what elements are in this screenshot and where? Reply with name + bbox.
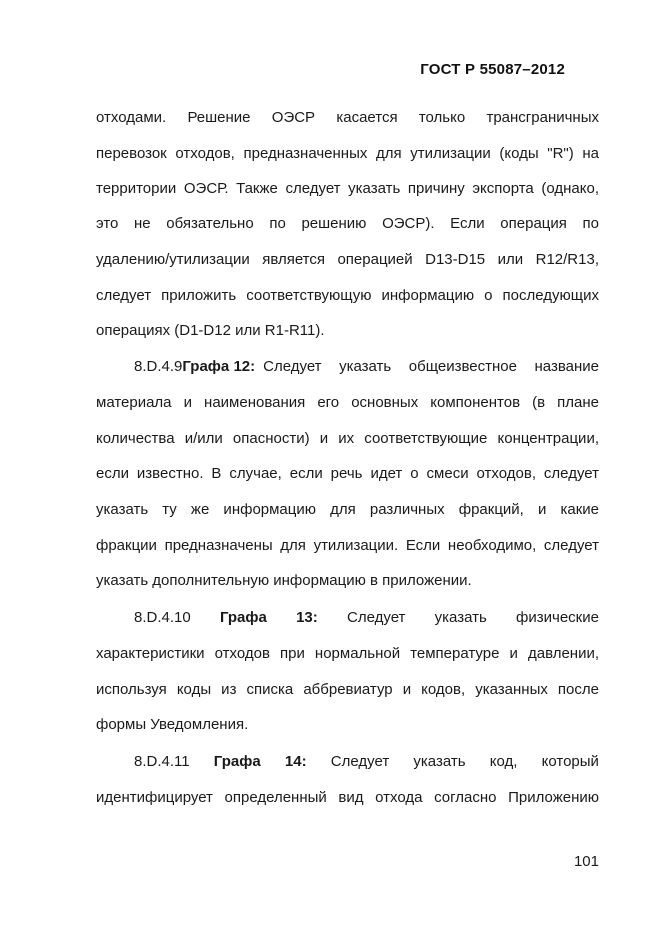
section-heading-number: 14: bbox=[284, 753, 307, 770]
text-line: материала и наименования его основных компонентов (в плане bbox=[96, 394, 599, 411]
text-line: фракции предназначены для утилизации. Если необходимо, следует bbox=[96, 537, 599, 554]
section-first-line-text: Следует указать общеизвестное название bbox=[263, 358, 599, 375]
section-heading-number: 13: bbox=[296, 609, 318, 626]
text-line: указать дополнительную информацию в приложении. bbox=[96, 572, 472, 589]
word: Следует bbox=[347, 609, 406, 626]
word: указать bbox=[413, 753, 466, 770]
section-number: 8.D.4.10 bbox=[134, 609, 191, 626]
page-number: 101 bbox=[573, 853, 599, 870]
word: физические bbox=[516, 609, 599, 626]
text-line: используя коды из списка аббревиатур и кодов, указанных после bbox=[96, 681, 599, 698]
text-line: характеристики отходов при нормальной температуре и давлении, bbox=[96, 645, 599, 662]
word: Следует bbox=[330, 753, 390, 770]
word: код, bbox=[489, 753, 518, 770]
text-line: если известно. В случае, если речь идет о смеси отходов, следует bbox=[96, 465, 599, 482]
word: который bbox=[541, 753, 599, 770]
section-8d410-first-line bbox=[134, 608, 599, 628]
text-line: перевозок отходов, предназначенных для утилизации (коды "R") на bbox=[96, 145, 599, 162]
section-heading: Графа 12: bbox=[182, 358, 256, 375]
text-line: это не обязательно по решению ОЭСР). Если операция по bbox=[96, 215, 599, 232]
text-line: удалению/утилизации является операцией D13-D15 или R12/R13, bbox=[96, 251, 599, 268]
section-8d411-first-line bbox=[134, 752, 599, 772]
text-line: операциях (D1-D12 или R1-R11). bbox=[96, 322, 325, 339]
section-number: 8.D.4.11 bbox=[134, 753, 190, 770]
section-heading-word: Графа bbox=[213, 753, 261, 770]
text-line: территории ОЭСР. Также следует указать причину экспорта (однако, bbox=[96, 180, 599, 197]
word: указать bbox=[434, 609, 487, 626]
text-line: количества и/или опасности) и их соответствующие концентрации, bbox=[96, 430, 599, 447]
text-line: следует приложить соответствующую информацию о последующих bbox=[96, 287, 599, 304]
text-line: отходами. Решение ОЭСР касается только трансграничных bbox=[96, 109, 599, 126]
section-number: 8.D.4.9 bbox=[134, 358, 183, 375]
text-line: формы Уведомления. bbox=[96, 716, 249, 733]
section-heading-word: Графа bbox=[219, 609, 267, 626]
section-8d49-first-line bbox=[134, 357, 599, 377]
text-line: идентифицирует определенный вид отхода согласно Приложению bbox=[96, 789, 599, 806]
document-code-header: ГОСТ Р 55087–2012 bbox=[420, 61, 565, 78]
text-line: указать ту же информацию для различных фракций, и какие bbox=[96, 501, 599, 518]
